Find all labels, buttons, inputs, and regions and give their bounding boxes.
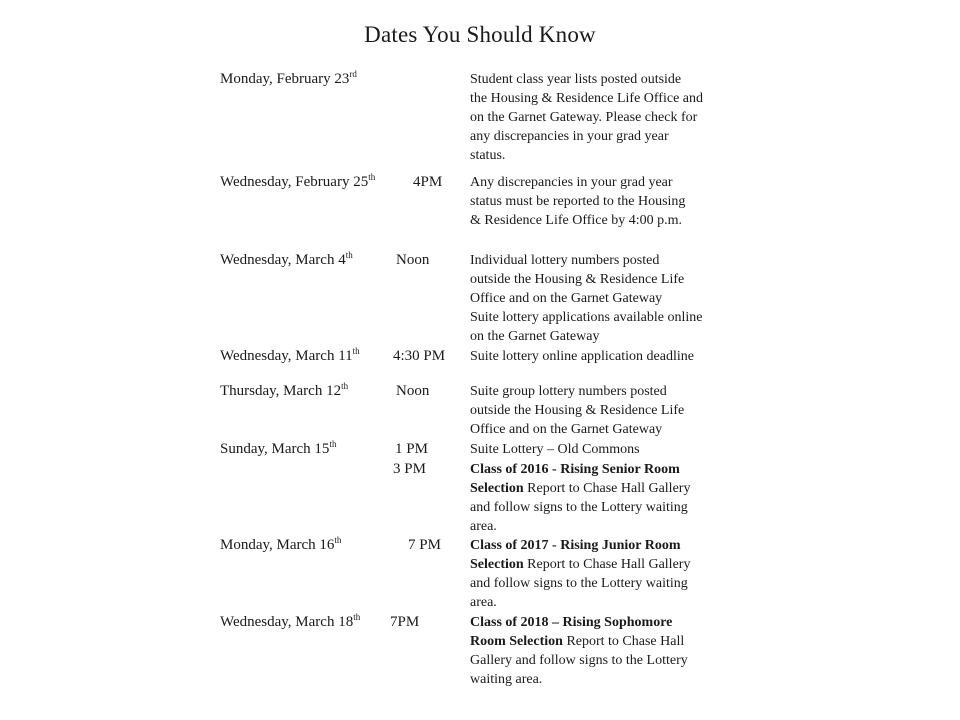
description-text: status must be reported to the Housing bbox=[470, 194, 686, 209]
description-text: Report to Chase Hall Gallery bbox=[523, 557, 691, 572]
description-text: Suite lottery applications available online bbox=[470, 310, 703, 325]
event-date bbox=[220, 440, 336, 459]
description-line bbox=[470, 382, 750, 401]
description-line bbox=[470, 420, 750, 439]
description-line bbox=[470, 517, 750, 536]
description-line bbox=[470, 536, 750, 555]
description-bold-text: Class of 2016 - Rising Senior Room bbox=[470, 462, 680, 477]
description-line bbox=[470, 670, 750, 689]
event-date-text: Wednesday, March 11 bbox=[220, 348, 353, 364]
description-line bbox=[470, 498, 750, 517]
description-line bbox=[470, 192, 750, 211]
date-ordinal-suffix: th bbox=[352, 346, 360, 356]
description-line bbox=[470, 574, 750, 593]
description-text: the Housing & Residence Life Office and bbox=[470, 91, 704, 106]
description-text: outside the Housing & Residence Life bbox=[470, 272, 685, 287]
description-text: & Residence Life Office by 4:00 p.m. bbox=[470, 213, 683, 228]
description-line bbox=[470, 555, 750, 574]
event-date bbox=[220, 613, 360, 632]
event-time: 4PM bbox=[413, 174, 443, 190]
description-text: Any discrepancies in your grad year bbox=[470, 175, 673, 190]
description-text: waiting area. bbox=[470, 672, 543, 687]
event-date bbox=[220, 382, 348, 401]
description-text: status. bbox=[470, 148, 506, 163]
event-date-text: Wednesday, March 4 bbox=[220, 252, 346, 268]
description-text: Individual lottery numbers posted bbox=[470, 253, 660, 268]
description-text: Office and on the Garnet Gateway bbox=[470, 422, 663, 437]
description-line bbox=[470, 308, 750, 327]
description-bold-text: Room Selection bbox=[470, 634, 563, 649]
page-title: Dates You Should Know bbox=[364, 22, 596, 47]
description-text: Report to Chase Hall Gallery bbox=[523, 481, 691, 496]
description-text: Suite group lottery numbers posted bbox=[470, 384, 667, 399]
description-line bbox=[470, 89, 750, 108]
event-description bbox=[470, 382, 750, 439]
description-text: Suite Lottery – Old Commons bbox=[470, 442, 640, 457]
description-bold-text: Selection bbox=[470, 557, 524, 572]
event-date-text: Thursday, March 12 bbox=[220, 383, 342, 399]
description-text: outside the Housing & Residence Life bbox=[470, 403, 685, 418]
date-ordinal-suffix: th bbox=[329, 439, 337, 449]
event-time: Noon bbox=[396, 252, 430, 268]
date-ordinal-suffix: th bbox=[345, 250, 353, 260]
event-time: 1 PM bbox=[395, 441, 428, 457]
description-bold-text: Selection bbox=[470, 481, 524, 496]
description-line bbox=[470, 70, 750, 89]
description-text: and follow signs to the Lottery waiting bbox=[470, 576, 688, 591]
event-description bbox=[470, 251, 750, 346]
event-date-text: Wednesday, March 18 bbox=[220, 614, 354, 630]
description-line bbox=[470, 347, 750, 366]
description-text: Office and on the Garnet Gateway bbox=[470, 291, 663, 306]
description-line bbox=[470, 401, 750, 420]
event-description bbox=[470, 613, 750, 689]
event-date-text: Sunday, March 15 bbox=[220, 441, 330, 457]
description-line bbox=[470, 632, 750, 651]
description-text: Report to Chase Hall bbox=[562, 634, 685, 649]
description-line bbox=[470, 440, 750, 459]
event-description bbox=[470, 347, 750, 366]
event-description bbox=[470, 536, 750, 612]
date-ordinal-suffix: th bbox=[368, 172, 376, 182]
description-text: on the Garnet Gateway. Please check for bbox=[470, 110, 698, 125]
description-bold-text: Class of 2018 – Rising Sophomore bbox=[470, 615, 673, 630]
description-text: Suite lottery online application deadline bbox=[470, 349, 694, 364]
event-time: 4:30 PM bbox=[393, 348, 446, 364]
description-line bbox=[470, 146, 750, 165]
description-line bbox=[470, 127, 750, 146]
description-text: any discrepancies in your grad year bbox=[470, 129, 669, 144]
event-date bbox=[220, 251, 353, 270]
description-line bbox=[470, 289, 750, 308]
description-line bbox=[470, 593, 750, 612]
event-date bbox=[220, 347, 360, 366]
description-text: Student class year lists posted outside bbox=[470, 72, 682, 87]
event-description bbox=[470, 173, 750, 230]
event-time: 7PM bbox=[390, 614, 420, 630]
description-bold-text: Class of 2017 - Rising Junior Room bbox=[470, 538, 681, 553]
description-line bbox=[470, 613, 750, 632]
description-line bbox=[470, 173, 750, 192]
description-text: and follow signs to the Lottery waiting bbox=[470, 500, 688, 515]
event-date bbox=[220, 536, 341, 555]
event-time: 7 PM bbox=[408, 537, 441, 553]
event-time: Noon bbox=[396, 383, 430, 399]
event-date bbox=[220, 173, 375, 192]
date-ordinal-suffix: th bbox=[334, 535, 342, 545]
description-line bbox=[470, 270, 750, 289]
description-line bbox=[470, 651, 750, 670]
event-date bbox=[220, 70, 357, 89]
description-text: area. bbox=[470, 595, 497, 610]
description-line bbox=[470, 108, 750, 127]
description-line bbox=[470, 251, 750, 270]
event-description bbox=[470, 70, 750, 165]
description-line bbox=[470, 460, 750, 479]
description-text: Gallery and follow signs to the Lottery bbox=[470, 653, 688, 668]
event-description bbox=[470, 460, 750, 536]
date-ordinal-suffix: rd bbox=[349, 69, 357, 79]
date-ordinal-suffix: th bbox=[341, 381, 349, 391]
event-description bbox=[470, 440, 750, 459]
description-line bbox=[470, 327, 750, 346]
event-date-text: Monday, March 16 bbox=[220, 537, 335, 553]
event-date-text: Wednesday, February 25 bbox=[220, 174, 369, 190]
date-ordinal-suffix: th bbox=[353, 612, 361, 622]
description-text: area. bbox=[470, 519, 497, 534]
description-line bbox=[470, 479, 750, 498]
description-text: on the Garnet Gateway bbox=[470, 329, 600, 344]
event-date-text: Monday, February 23 bbox=[220, 71, 350, 87]
event-time: 3 PM bbox=[393, 461, 426, 477]
description-line bbox=[470, 211, 750, 230]
